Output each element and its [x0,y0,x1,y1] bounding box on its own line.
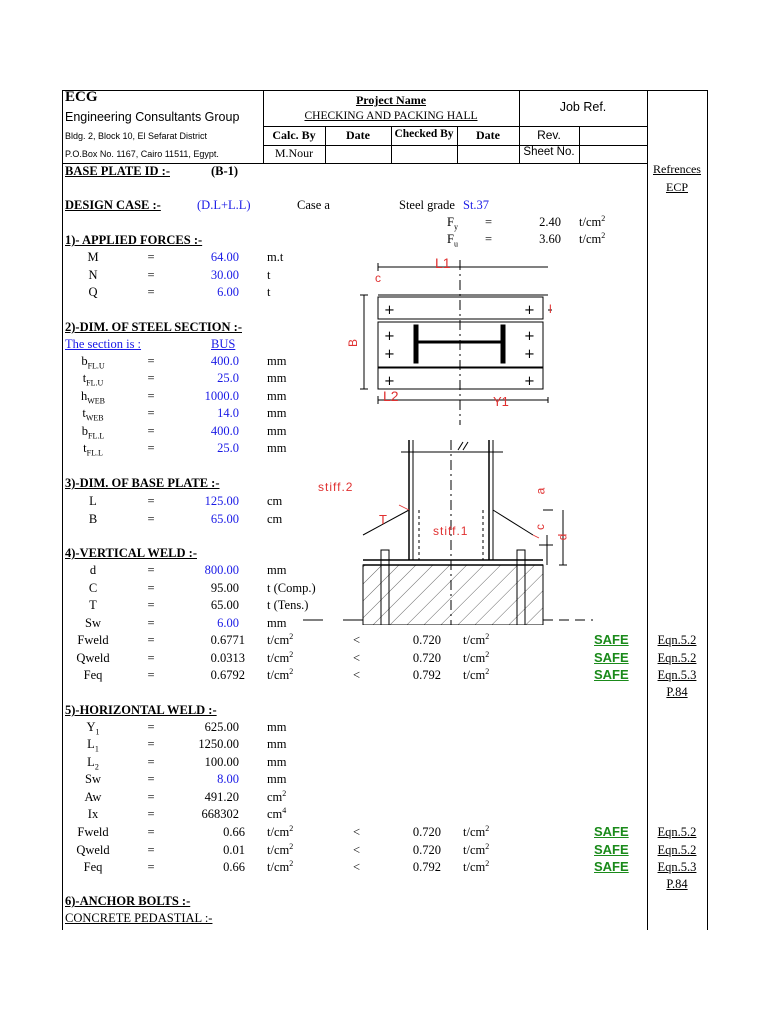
address-line-1: Bldg. 2, Block 10, El Sefarat District [65,131,208,141]
row-symbol: B [88,511,98,526]
check-limit-unit: $t/cm^2$ [463,631,490,647]
row-unit: t [267,285,271,299]
row-symbol: $h_{WEB}$ [80,388,106,406]
label-b: B [346,338,361,348]
header-row-line [263,126,647,127]
less-than-sign: < [353,825,361,839]
check-symbol: Feq [83,860,103,874]
row-unit: mm [267,354,287,368]
header-top-border [63,90,707,91]
row-unit: t (Comp.) [267,580,316,595]
row-value: 14.0 [217,406,239,421]
equals-sign: = [147,737,155,752]
equals-sign: = [147,250,155,264]
equals-sign: = [147,406,155,421]
equals-sign: = [147,650,155,665]
label-stiff-2: stiff.2 [318,480,354,494]
check-unit: $t/cm^2$ [267,649,294,665]
row-value: 625.00 [204,720,239,734]
material-unit: $t/cm^2$ [579,213,606,229]
svg-text:+: + [524,374,535,389]
design-case-value: (D.L+L.L) [197,198,251,212]
row-symbol: $t_{FL.L}$ [83,441,103,458]
check-limit: 0.720 [412,633,441,647]
row-value: 668302 [201,807,239,821]
label-c-elev: c [533,524,547,530]
row-symbol: L [89,494,97,508]
equals-sign: = [147,354,155,368]
row-value: 64.00 [210,250,239,264]
concrete-pedestal-label: CONCRETE PEDASTIAL :- [65,911,213,925]
check-value: 0.01 [223,842,245,857]
project-name: CHECKING AND PACKING HALL [304,110,478,122]
row-unit: t (Tens.) [267,598,309,612]
equals-sign: = [147,807,155,821]
check-limit: 0.720 [412,842,441,857]
calc-by-label: Calc. By [272,128,316,142]
equation-reference: Eqn.5.3 [657,668,697,682]
row-symbol: M [87,250,99,264]
row-symbol: C [88,580,98,595]
date-label: Date [346,128,370,142]
material-value: 3.60 [539,232,561,246]
checked-by-label: Checked By [394,128,454,140]
check-value: 0.66 [223,825,245,839]
less-than-sign: < [353,842,361,857]
row-unit: $cm^4$ [267,805,287,821]
safe-status-badge: SAFE [594,841,629,857]
row-symbol: Sw [85,615,101,630]
row-value: 95.00 [210,580,239,595]
check-symbol: Qweld [76,842,110,857]
row-value: 6.00 [217,285,239,299]
svg-text:+: + [524,303,535,318]
check-symbol: Fweld [77,825,109,839]
row-unit: cm [267,494,283,508]
check-limit-unit: $t/cm^2$ [463,666,490,682]
check-limit-unit: $t/cm^2$ [463,841,490,857]
base-plate-id: (B-1) [211,164,239,178]
check-limit-unit: $t/cm^2$ [463,823,490,839]
label-t: T [379,512,387,527]
equals-sign: = [147,511,155,526]
svg-text:+: + [384,303,395,318]
equals-sign: = [147,598,155,612]
row-unit: mm [267,388,287,403]
equals-sign: = [147,825,155,839]
equation-reference: Eqn.5.2 [657,825,697,839]
row-symbol: d [89,563,97,577]
check-symbol: Fweld [77,633,109,647]
row-value: 1000.0 [204,388,239,403]
equation-reference: Eqn.5.2 [657,650,697,665]
design-case-label: DESIGN CASE :- [65,198,161,212]
label-c: c [375,271,381,285]
check-limit-unit: $t/cm^2$ [463,649,490,665]
references-code: ECP [665,180,688,194]
material-symbol: $F_u$ [447,232,458,249]
equals-sign: = [147,772,155,787]
check-unit: $t/cm^2$ [267,841,294,857]
equals-sign: = [147,720,155,734]
equals-sign: = [147,563,155,577]
row-unit: mm [267,371,287,386]
check-value: 0.0313 [210,650,245,665]
equals-sign: = [147,668,155,682]
steel-grade-value: St.37 [463,198,490,212]
row-unit: mm [267,563,287,577]
less-than-sign: < [353,860,361,874]
check-unit: $t/cm^2$ [267,666,294,682]
base-plate-label: BASE PLATE ID :- [65,164,170,178]
row-symbol: Ix [87,807,99,821]
page-reference: P.84 [666,877,688,891]
row-symbol: $L_2$ [87,754,99,772]
safe-status-badge: SAFE [594,859,629,874]
rev-label: Rev. [537,128,561,142]
safe-status-badge: SAFE [594,667,629,682]
less-than-sign: < [353,668,361,682]
calc-by-value: M.Nour [274,146,314,160]
row-unit: mm [267,423,287,438]
material-unit: $t/cm^2$ [579,230,606,246]
equation-reference: Eqn.5.2 [657,633,697,647]
steel-section-title: 2)-DIM. OF STEEL SECTION :- [65,320,242,334]
equals-sign: = [147,423,155,438]
row-value: 400.0 [210,354,239,368]
applied-forces-title: 1)- APPLIED FORCES :- [65,233,203,247]
svg-text:+: + [384,374,395,389]
label-d: d [555,533,570,541]
references-title: Refrences [653,162,701,176]
svg-text:+: + [524,347,535,362]
label-y1: Y1 [493,394,509,409]
row-symbol: Q [88,285,98,299]
label-l2: L2 [383,388,399,404]
equals-sign: = [147,388,155,403]
row-symbol: $L_1$ [87,737,99,754]
equals-sign: = [147,860,155,874]
safe-status-badge: SAFE [594,632,629,647]
section-type-value: BUS [211,337,236,351]
check-value: 0.66 [223,860,245,874]
page-reference: P.84 [666,685,688,699]
check-value: 0.6771 [210,633,245,647]
row-symbol: N [88,267,98,282]
company-full-name: Engineering Consultants Group [65,110,240,124]
check-value: 0.6792 [210,668,245,682]
row-value: 25.0 [217,441,239,455]
row-value: 8.00 [217,772,239,787]
address-line-2: P.O.Box No. 1167, Cairo 11511, Egypt. [65,149,219,159]
safe-status-badge: SAFE [594,649,629,665]
vertical-weld-title: 4)-VERTICAL WELD :- [65,546,197,560]
equals-sign: = [147,441,155,455]
row-unit: mm [267,754,287,769]
row-value: 491.20 [204,789,239,804]
label-l: l [549,302,552,316]
row-symbol: T [89,598,97,612]
check-unit: $t/cm^2$ [267,823,294,839]
equals-sign: = [147,842,155,857]
row-symbol: Aw [84,789,102,804]
row-value: 100.00 [204,754,239,769]
equals-sign: = [147,494,155,508]
check-limit: 0.792 [412,668,441,682]
date-label: Date [476,128,500,142]
equation-reference: Eqn.5.2 [657,842,697,857]
equals-sign: = [147,754,155,769]
row-unit: mm [267,737,287,752]
equals-sign: = [147,371,155,386]
row-value: 6.00 [217,615,239,630]
row-symbol: $b_{FL.L}$ [81,423,105,441]
row-unit: mm [267,441,287,455]
row-unit: $cm^2$ [267,788,287,804]
row-value: 30.00 [210,267,239,282]
sheet-no-label: Sheet No. [523,146,575,158]
row-value: 400.0 [210,423,239,438]
check-limit: 0.792 [412,860,441,874]
refs-column-divider [647,90,648,930]
svg-text:+: + [384,347,395,362]
row-unit: mm [267,406,287,421]
equals-sign: = [147,580,155,595]
material-symbol: $F_y$ [447,215,458,232]
equals-sign: = [147,633,155,647]
equals-sign: = [147,267,155,282]
equals-sign: = [147,789,155,804]
equals-sign: = [147,615,155,630]
section-type-label: The section is : [65,337,142,351]
row-symbol: $b_{FL.U}$ [81,354,105,371]
label-stiff-1: stiff.1 [433,524,469,538]
project-label: Project Name [355,93,427,107]
material-value: 2.40 [539,215,561,229]
job-ref-label: Job Ref. [559,100,607,114]
equals-sign: = [147,285,155,299]
horizontal-weld-title: 5)-HORIZONTAL WELD :- [65,703,217,717]
row-symbol: Sw [85,772,101,787]
row-unit: mm [267,615,287,630]
label-a: a [533,487,548,495]
row-value: 65.00 [210,598,239,612]
calculation-sheet [62,90,708,930]
check-limit: 0.720 [412,825,441,839]
design-case-case: Case a [297,198,330,212]
steel-grade-label: Steel grade [399,198,455,212]
check-limit: 0.720 [412,650,441,665]
check-unit: $t/cm^2$ [267,858,294,874]
row-unit: m.t [267,250,284,264]
row-unit: mm [267,720,287,734]
company-short-name: ECG [65,89,98,105]
label-l1: L1 [435,255,451,271]
row-value: 125.00 [204,494,239,508]
row-symbol: $t_{FL.U}$ [82,371,104,388]
row-value: 65.00 [210,511,239,526]
row-unit: mm [267,772,287,787]
check-limit-unit: $t/cm^2$ [463,858,490,874]
row-value: 25.0 [217,371,239,386]
row-unit: cm [267,511,283,526]
less-than-sign: < [353,633,361,647]
svg-text:+: + [384,329,395,344]
header-divider [579,126,580,163]
row-symbol: $t_{WEB}$ [82,406,104,423]
anchor-bolts-title: 6)-ANCHOR BOLTS :- [65,894,191,908]
safe-status-badge: SAFE [594,824,629,839]
row-value: 1250.00 [198,737,239,752]
check-symbol: Qweld [76,650,110,665]
row-unit: t [267,267,271,282]
svg-text:+: + [524,329,535,344]
check-unit: $t/cm^2$ [267,631,294,647]
check-symbol: Feq [83,668,103,682]
equation-reference: Eqn.5.3 [657,860,697,874]
base-plate-dim-title: 3)-DIM. OF BASE PLATE :- [65,476,220,490]
equals-sign: = [485,232,493,246]
row-symbol: $Y_1$ [86,720,100,737]
equals-sign: = [485,215,493,229]
less-than-sign: < [353,650,361,665]
row-value: 800.00 [204,563,239,577]
